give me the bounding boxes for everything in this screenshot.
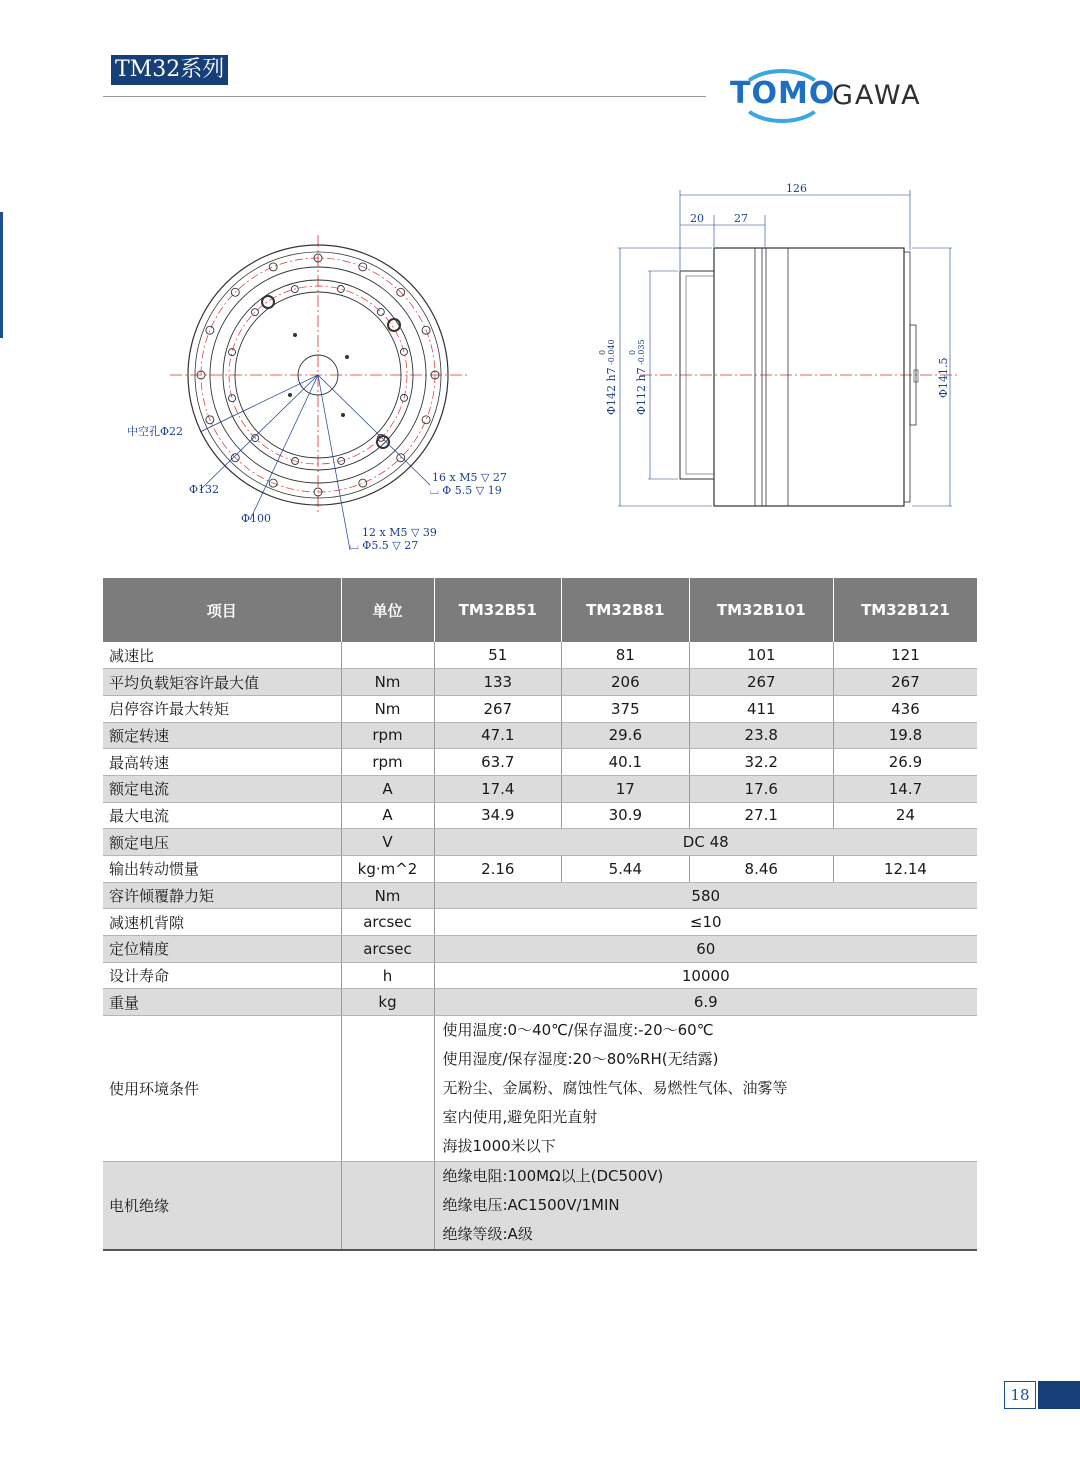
- table-row-1: [103, 669, 977, 696]
- row-value: 51: [434, 642, 562, 669]
- insulation-line: 绝缘等级:A级: [442, 1225, 533, 1244]
- series-title: TM32系列: [111, 55, 228, 85]
- spec-table: [103, 578, 977, 1251]
- row-item: 容许倾覆静力矩: [103, 882, 341, 909]
- row-unit: V: [341, 829, 434, 856]
- row-item: 使用环境条件: [103, 1016, 341, 1162]
- label-d142: Φ142 h7: [605, 367, 618, 415]
- table-row-13: [103, 989, 977, 1016]
- label-len-a: 20: [690, 212, 704, 225]
- row-span-value: 6.9: [434, 989, 977, 1016]
- row-unit: kg: [341, 989, 434, 1016]
- row-value: 2.16: [434, 856, 562, 883]
- row-value: 27.1: [689, 802, 833, 829]
- row-unit: arcsec: [341, 909, 434, 936]
- label-holes12-a: 12 x M5 ▽ 39: [362, 526, 437, 539]
- label-d112-tol-low: -0.035: [637, 339, 646, 365]
- row-value: 63.7: [434, 749, 562, 776]
- row-unit: rpm: [341, 722, 434, 749]
- insulation-line: 绝缘电阻:100MΩ以上(DC500V): [442, 1167, 664, 1186]
- table-row-9: [103, 882, 977, 909]
- page-number: 18: [1004, 1381, 1036, 1409]
- row-span-value: 60: [434, 936, 977, 963]
- table-row-3: [103, 722, 977, 749]
- header-model-1: TM32B51: [434, 578, 562, 642]
- row-value: 26.9: [833, 749, 977, 776]
- row-value: 436: [833, 695, 977, 722]
- label-d142-tol-up: 0: [598, 349, 607, 355]
- row-item: 额定电压: [103, 829, 341, 856]
- env-line: 无粉尘、金属粉、腐蚀性气体、易燃性气体、油雾等: [442, 1079, 788, 1098]
- table-row-4: [103, 749, 977, 776]
- row-value: 34.9: [434, 802, 562, 829]
- row-item: 最高转速: [103, 749, 341, 776]
- row-span-value: ≤10: [434, 909, 977, 936]
- row-item: 平均负载矩容许最大值: [103, 669, 341, 696]
- row-item: 额定电流: [103, 775, 341, 802]
- row-value: 29.6: [562, 722, 690, 749]
- row-item: 定位精度: [103, 936, 341, 963]
- side-accent-bar: [0, 212, 3, 338]
- row-item: 重量: [103, 989, 341, 1016]
- insulation-line: 绝缘电压:AC1500V/1MIN: [442, 1196, 620, 1215]
- row-item: 减速比: [103, 642, 341, 669]
- bolt-hole: [422, 416, 430, 424]
- row-item: 启停容许最大转矩: [103, 695, 341, 722]
- env-line: 使用温度:0～40℃/保存温度:-20～60℃: [442, 1021, 714, 1040]
- row-value: 23.8: [689, 722, 833, 749]
- row-unit: [341, 1016, 434, 1162]
- env-line: 使用湿度/保存湿度:20～80%RH(无结露): [442, 1050, 719, 1069]
- row-span-value: 580: [434, 882, 977, 909]
- row-value: 12.14: [833, 856, 977, 883]
- row-value: 19.8: [833, 722, 977, 749]
- row-value: 14.7: [833, 775, 977, 802]
- env-line: 海拔1000米以下: [442, 1137, 556, 1156]
- row-item: 减速机背隙: [103, 909, 341, 936]
- bolt-hole: [337, 285, 344, 292]
- row-value: 101: [689, 642, 833, 669]
- insulation-lines: [434, 1162, 977, 1251]
- table-row-insulation: [103, 1162, 977, 1251]
- row-unit: [341, 642, 434, 669]
- header-model-2: TM32B81: [562, 578, 690, 642]
- table-row-env: [103, 1016, 977, 1162]
- row-value: 40.1: [562, 749, 690, 776]
- label-d142-tol-low: -0.040: [607, 339, 616, 365]
- row-value: 17.4: [434, 775, 562, 802]
- label-d141: Φ141.5: [937, 357, 950, 398]
- company-logo: [730, 66, 940, 126]
- label-d132: Φ132: [189, 483, 220, 496]
- row-unit: kg·m^2: [341, 856, 434, 883]
- bolt-hole: [377, 308, 384, 315]
- env-lines: [434, 1016, 977, 1162]
- row-span-value: 10000: [434, 962, 977, 989]
- technical-drawing: [100, 170, 980, 560]
- label-len-b: 27: [734, 212, 748, 225]
- table-row-8: [103, 856, 977, 883]
- table-row-5: [103, 775, 977, 802]
- logo-tomo: TOMO: [730, 76, 836, 111]
- header-item: 项目: [103, 578, 341, 642]
- label-len-total: 126: [786, 182, 807, 195]
- page-number-bar: [1038, 1381, 1080, 1409]
- title-rule: [103, 96, 706, 97]
- row-unit: Nm: [341, 669, 434, 696]
- row-unit: A: [341, 775, 434, 802]
- row-item: 输出转动惯量: [103, 856, 341, 883]
- table-row-2: [103, 695, 977, 722]
- table-row-0: [103, 642, 977, 669]
- label-holes16-b: ⌴ Φ 5.5 ▽ 19: [430, 484, 502, 497]
- label-holes16-a: 16 x M5 ▽ 27: [432, 471, 507, 484]
- row-value: 267: [833, 669, 977, 696]
- row-value: 32.2: [689, 749, 833, 776]
- row-value: 17: [562, 775, 690, 802]
- header-model-4: TM32B121: [833, 578, 977, 642]
- bolt-hole: [206, 326, 214, 334]
- row-unit: Nm: [341, 882, 434, 909]
- row-value: 30.9: [562, 802, 690, 829]
- row-value: 206: [562, 669, 690, 696]
- label-d112: Φ112 h7: [635, 367, 648, 415]
- row-span-value: DC 48: [434, 829, 977, 856]
- row-item: 额定转速: [103, 722, 341, 749]
- bolt-hole: [229, 395, 236, 402]
- header-unit: 单位: [341, 578, 434, 642]
- row-value: 5.44: [562, 856, 690, 883]
- row-value: 121: [833, 642, 977, 669]
- label-d100: Φ100: [241, 512, 272, 525]
- table-row-10: [103, 909, 977, 936]
- row-value: 375: [562, 695, 690, 722]
- label-hollow: 中空孔Φ22: [127, 425, 184, 438]
- row-item: 最大电流: [103, 802, 341, 829]
- bolt-hole: [228, 349, 235, 356]
- bolt-hole: [269, 263, 277, 271]
- row-value: 47.1: [434, 722, 562, 749]
- label-d112-tol-up: 0: [628, 349, 637, 355]
- table-header-row: [103, 578, 977, 642]
- row-value: 267: [689, 669, 833, 696]
- row-value: 267: [434, 695, 562, 722]
- row-unit: A: [341, 802, 434, 829]
- logo-gawa: GAWA: [832, 80, 922, 111]
- row-unit: Nm: [341, 695, 434, 722]
- row-unit: rpm: [341, 749, 434, 776]
- row-item: 电机绝缘: [103, 1162, 341, 1251]
- row-value: 8.46: [689, 856, 833, 883]
- header-model-3: TM32B101: [689, 578, 833, 642]
- bolt-hole: [359, 479, 367, 487]
- row-value: 133: [434, 669, 562, 696]
- env-line: 室内使用,避免阳光直射: [442, 1108, 598, 1127]
- table-row-11: [103, 936, 977, 963]
- row-unit: arcsec: [341, 936, 434, 963]
- row-value: 24: [833, 802, 977, 829]
- front-view: [127, 235, 507, 552]
- row-item: 设计寿命: [103, 962, 341, 989]
- row-unit: [341, 1162, 434, 1251]
- drawing-svg: [100, 170, 980, 560]
- table-row-7: [103, 829, 977, 856]
- row-value: 81: [562, 642, 690, 669]
- side-view: [598, 182, 960, 506]
- table-row-6: [103, 802, 977, 829]
- label-holes12-b: ⌴ Φ5.5 ▽ 27: [350, 539, 419, 552]
- row-value: 17.6: [689, 775, 833, 802]
- table-row-12: [103, 962, 977, 989]
- row-value: 411: [689, 695, 833, 722]
- row-unit: h: [341, 962, 434, 989]
